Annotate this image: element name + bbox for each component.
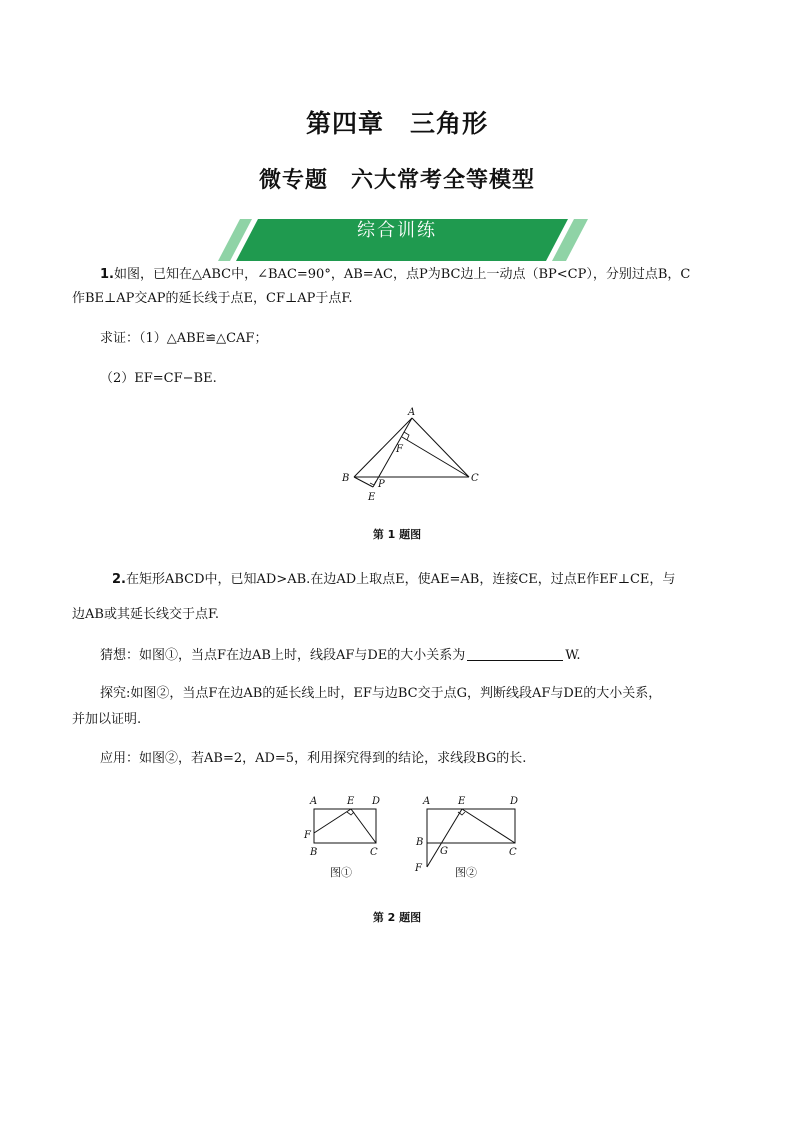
problem1-prove1: 求证：（1）△ABE≌△CAF； (100, 331, 268, 346)
fig2-label-g: G (440, 846, 448, 857)
problem2-text1: 在矩形ABCD中，已知AD>AB.在边AD上取点E，使AE=AB，连接CE，过点E作EF⊥CE，与 (125, 572, 676, 587)
segment-be (354, 477, 373, 487)
problem2-line2: 边AB或其延长线交于点F. (72, 607, 220, 622)
problem1-caption: 第 1 题图 (372, 528, 422, 541)
problem2-fig1-caption: 图① (330, 866, 352, 879)
fig1-label-a: A (310, 796, 318, 807)
problem2-explore2: 并加以证明. (72, 712, 142, 727)
guess-suffix: W. (565, 648, 581, 663)
section-title: 微专题 六大常考全等模型 (258, 168, 535, 193)
problem2-fig2-caption: 图② (455, 866, 477, 879)
problem1-prove2: （2）EF=CF−BE. (100, 371, 217, 386)
rectangle-abcd (314, 809, 376, 843)
banner-label: 综合训练 (357, 220, 437, 241)
problem1-line1 (100, 264, 760, 286)
label-c: C (471, 473, 479, 484)
fig1-label-e: E (347, 796, 355, 807)
fig1-label-d: D (372, 796, 381, 807)
problem2-number: 2. (112, 572, 126, 587)
label-p: P (378, 479, 385, 490)
problem2-apply: 应用：如图②，若AB=2，AD=5，利用探究得到的结论，求线段BG的长. (100, 751, 527, 766)
label-a: A (408, 407, 416, 418)
fig1-label-f: F (304, 830, 311, 841)
problem2-figure1 (300, 791, 390, 859)
problem2-explore1: 探究:如图②，当点F在边AB的延长线上时，EF与边BC交于点G，判断线段AF与DE的大小关系， (100, 686, 662, 701)
chapter-title: 第四章 三角形 (305, 109, 488, 138)
fig1-label-b: B (310, 847, 318, 858)
problem2-caption: 第 2 题图 (372, 911, 422, 924)
fig2-label-f: F (415, 863, 422, 874)
fig2-label-c: C (509, 847, 517, 858)
problem2-guess (100, 645, 760, 667)
fig2-label-b: B (416, 837, 424, 848)
fig1-label-c: C (370, 847, 378, 858)
segment-ec (351, 809, 376, 843)
label-f: F (396, 444, 403, 455)
fig2-label-e: E (458, 796, 466, 807)
problem2-line1 (112, 569, 772, 591)
problem1-text1: 如图，已知在△ABC中，∠BAC=90°，AB=AC，点P为BC边上一动点（BP<CP），分别过点B，C (113, 267, 691, 282)
segment-ab (354, 418, 412, 477)
problem1-figure (336, 404, 486, 504)
segment-fe-2 (427, 809, 462, 867)
label-b: B (342, 473, 350, 484)
fig2-label-a: A (423, 796, 431, 807)
rectangle-abcd-2 (427, 809, 515, 843)
problem1-line2: 作BE⊥AP交AP的延长线于点E，CF⊥AP于点F. (72, 291, 353, 306)
label-e: E (368, 492, 376, 503)
guess-text: 猜想：如图①，当点F在边AB上时，线段AF与DE的大小关系为 (100, 648, 466, 663)
segment-fe (314, 809, 351, 833)
fig2-label-d: D (510, 796, 519, 807)
segment-ec-2 (462, 809, 515, 843)
right-angle-mark-e (370, 481, 376, 485)
answer-blank (467, 646, 563, 661)
problem1-number: 1. (100, 267, 114, 282)
